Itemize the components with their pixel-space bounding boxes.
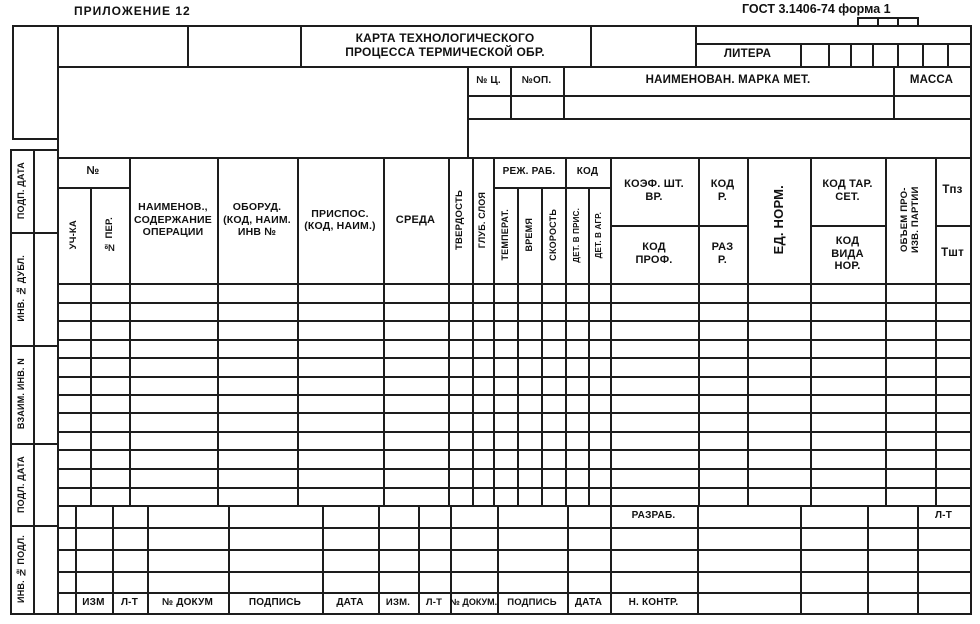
operation-number-header: №ОП. <box>521 74 552 86</box>
col-kod-prof: КОД ПРОФ. <box>635 241 673 266</box>
col-sreda: СРЕДА <box>395 213 436 226</box>
col-tverdost: ТВЕРДОСТЬ <box>454 190 466 250</box>
grid-line <box>57 549 972 551</box>
grid-line <box>57 468 972 470</box>
col-num-group: № <box>86 165 100 178</box>
col-kod-vida-nor: КОД ВИДА НОР. <box>831 234 864 273</box>
grid-line <box>828 43 830 68</box>
grid-line <box>800 43 802 68</box>
grid-line <box>867 505 869 615</box>
grid-line <box>57 527 972 529</box>
grid-line <box>57 571 972 573</box>
col-num-per: № ПЕР. <box>103 217 115 253</box>
col-obem-partii: ОБЪЕМ ПРО-ИЗВ. ПАРТИИ <box>898 186 921 254</box>
col-det-v-agr: ДЕТ. В АГР. <box>594 211 604 259</box>
razrab-label: РАЗРАБ. <box>631 510 676 522</box>
strip-podp-data: ПОДП. ДАТА <box>16 161 27 220</box>
litera-label: ЛИТЕРА <box>723 47 772 60</box>
footer-dokum-2: № ДОКУМ. <box>449 597 498 608</box>
grid-line <box>947 43 949 68</box>
grid-line <box>467 118 972 120</box>
footer-podpis-1: ПОДПИСЬ <box>248 596 302 608</box>
footer-data-2: ДАТА <box>574 596 603 608</box>
col-glub-sloya: ГЛУБ. СЛОЯ <box>477 191 488 249</box>
grid-line <box>57 320 972 322</box>
grid-line <box>857 17 859 27</box>
grid-line <box>917 17 919 27</box>
form-title-line1: КАРТА ТЕХНОЛОГИЧЕСКОГО <box>355 30 535 45</box>
grid-line <box>897 43 899 68</box>
footer-lt-2: Л-Т <box>425 596 443 608</box>
grid-line <box>57 376 972 378</box>
grid-line <box>187 25 189 68</box>
form-title-line2: ПРОЦЕССА ТЕРМИЧЕСКОЙ ОБР. <box>345 45 545 59</box>
col-uchka: УЧ-КА <box>67 220 79 250</box>
col-det-v-pris: ДЕТ. В ПРИС. <box>571 207 581 263</box>
grid-line <box>12 138 59 140</box>
grid-line <box>57 487 972 489</box>
footer-podpis-2: ПОДПИСЬ <box>507 596 557 608</box>
col-rezh-rab-group: РЕЖ. РАБ. <box>502 166 556 178</box>
grid-line <box>897 17 899 27</box>
lt-right-label: Л-Т <box>934 510 953 522</box>
grid-line <box>57 357 972 359</box>
strip-inv-dubl: ИНВ. № ДУБЛ. <box>16 255 27 322</box>
col-koef-sht-vr: КОЭФ. ШТ. ВР. <box>624 178 684 203</box>
col-raz-r: РАЗ Р. <box>711 241 734 266</box>
grid-line <box>590 25 592 68</box>
grid-line <box>467 95 972 97</box>
col-kod-r: КОД Р. <box>710 178 735 203</box>
footer-dokum-1: № ДОКУМ <box>161 596 214 608</box>
grid-line <box>12 25 14 140</box>
col-kod-group: КОД <box>576 166 599 178</box>
col-ed-norm: ЕД. НОРМ. <box>770 185 786 255</box>
name-mark-metal-header: НАИМЕНОВАН. МАРКА МЕТ. <box>645 73 811 86</box>
footer-izm-2: ИЗМ. <box>385 596 411 608</box>
grid-line <box>57 283 972 285</box>
grid-line <box>33 149 35 615</box>
strip-podl-data: ПОДЛ. ДАТА <box>16 455 27 513</box>
col-fixture: ПРИСПОС. (КОД, НАИМ.) <box>304 207 376 232</box>
grid-line <box>922 43 924 68</box>
grid-line <box>57 339 972 341</box>
strip-inv-podl: ИНВ. № ПОДЛ. <box>16 535 27 603</box>
grid-line <box>850 43 852 68</box>
col-tpz: Тпз <box>942 184 963 197</box>
grid-line <box>857 17 919 19</box>
grid-line <box>57 302 972 304</box>
grid-line <box>800 505 802 615</box>
form-title <box>302 26 588 64</box>
grid-line <box>57 505 972 507</box>
grid-line <box>872 43 874 68</box>
grid-line <box>57 449 972 451</box>
grid-line <box>10 613 972 615</box>
grid-line <box>57 431 972 433</box>
grid-line <box>877 17 879 27</box>
footer-lt-1: Л-Т <box>120 596 139 608</box>
col-operation: НАИМЕНОВ., СОДЕРЖАНИЕ ОПЕРАЦИИ <box>134 201 212 239</box>
footer-data-1: ДАТА <box>336 596 364 608</box>
col-kod-tar-set: КОД ТАР. СЕТ. <box>822 178 873 203</box>
col-equipment: ОБОРУД. (КОД, НАИМ. ИНВ № <box>223 201 291 239</box>
footer-n-kontr: Н. КОНТР. <box>628 596 679 608</box>
col-vremya: ВРЕМЯ <box>523 218 534 252</box>
footer-izm-1: ИЗМ <box>82 596 105 608</box>
col-temperat: ТЕМПЕРАТ. <box>499 209 510 261</box>
col-skorost: СКОРОСТЬ <box>547 209 558 261</box>
grid-line <box>970 25 972 615</box>
grid-line <box>57 25 59 615</box>
grid-line <box>697 505 699 615</box>
mass-header: МАССА <box>909 73 954 86</box>
col-tsht: Тшт <box>941 247 964 260</box>
shop-number-header: № Ц. <box>476 74 501 86</box>
gost-standard-label: ГОСТ 3.1406-74 форма 1 <box>742 2 891 16</box>
grid-line <box>57 394 972 396</box>
appendix-label: ПРИЛОЖЕНИЕ 12 <box>74 4 191 18</box>
strip-vzaim-inv: ВЗАИМ. ИНВ. N <box>16 358 27 430</box>
grid-line <box>57 412 972 414</box>
